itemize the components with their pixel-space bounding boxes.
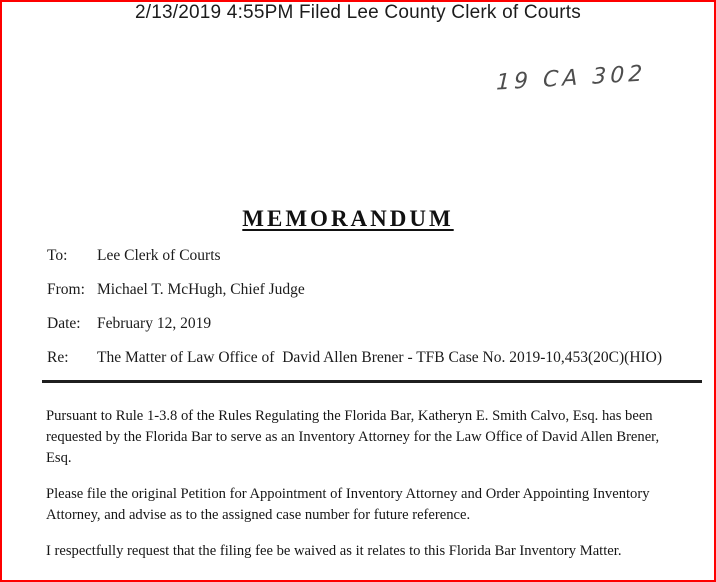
memo-paragraph-1 bbox=[46, 406, 706, 469]
paragraph-line: I respectfully request that the filing fee be waived as it relates to this Florida Bar Inventory Matter. bbox=[46, 543, 622, 559]
paragraph-line: requested by the Florida Bar to serve as an Inventory Attorney for the Law Office of David Allen Brener, bbox=[46, 429, 660, 445]
memo-header-fields bbox=[47, 246, 704, 382]
handwritten-case-number: 19 CA 302 bbox=[495, 61, 647, 96]
memo-field-row-to bbox=[47, 246, 704, 266]
memo-field-row-re bbox=[47, 348, 704, 368]
memo-paragraph-3 bbox=[46, 541, 706, 562]
field-label-re: Re: bbox=[47, 349, 69, 366]
memo-paragraph-2 bbox=[46, 484, 706, 526]
field-value-re: The Matter of Law Office of David Allen Brener - TFB Case No. 2019-10,453(20C)(HIO) bbox=[97, 349, 663, 366]
horizontal-rule bbox=[42, 380, 702, 383]
memo-body bbox=[46, 406, 706, 577]
field-value-from: Michael T. McHugh, Chief Judge bbox=[97, 281, 305, 298]
field-value-date: February 12, 2019 bbox=[97, 315, 212, 332]
memo-field-row-date bbox=[47, 314, 704, 334]
paragraph-line: Esq. bbox=[46, 450, 72, 466]
field-label-to: To: bbox=[47, 247, 68, 264]
paragraph-line: Pursuant to Rule 1-3.8 of the Rules Regulating the Florida Bar, Katheryn E. Smith Calvo, Esq. has been bbox=[46, 408, 653, 424]
paragraph-line: Attorney, and advise as to the assigned case number for future reference. bbox=[46, 507, 471, 523]
field-value-to: Lee Clerk of Courts bbox=[97, 247, 221, 264]
field-label-date: Date: bbox=[47, 315, 81, 332]
paragraph-line: Please file the original Petition for Appointment of Inventory Attorney and Order Appointing Inventory bbox=[46, 486, 650, 502]
memo-title: MEMORANDUM bbox=[242, 206, 454, 231]
filing-stamp: 2/13/2019 4:55PM Filed Lee County Clerk of Courts bbox=[135, 2, 581, 23]
field-label-from: From: bbox=[47, 281, 85, 298]
memo-field-row-from bbox=[47, 280, 704, 300]
